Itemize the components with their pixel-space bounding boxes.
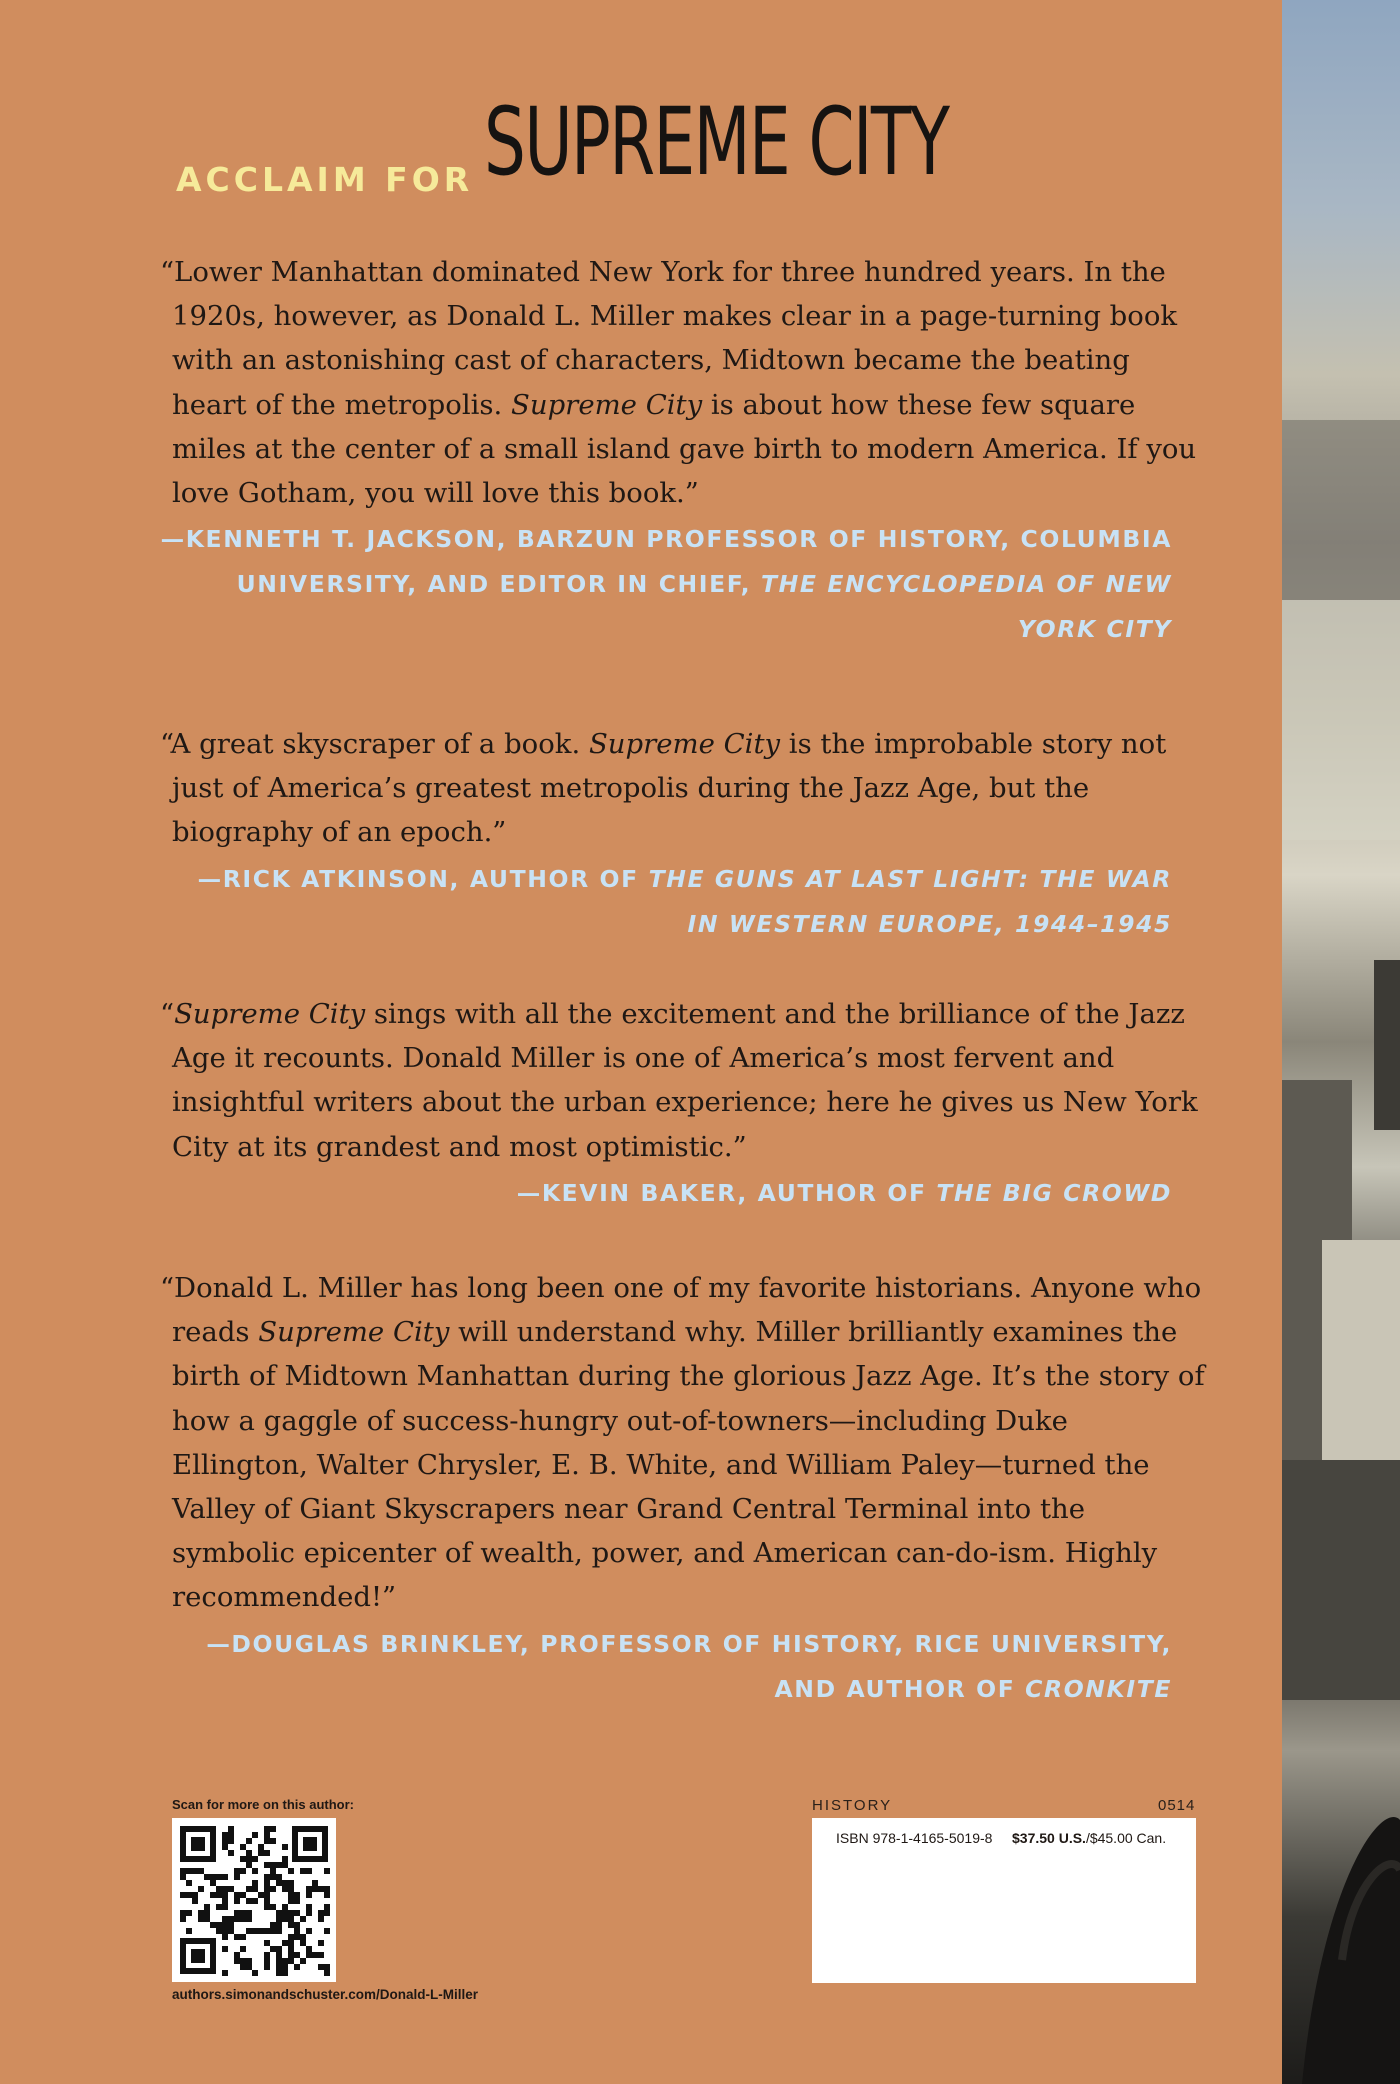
qr-module [240, 1856, 246, 1862]
qr-module [222, 1928, 228, 1934]
qr-module [318, 1916, 324, 1922]
qr-module [270, 1862, 276, 1868]
italic-title: THE ENCYCLOPEDIA OF NEW YORK CITY [761, 570, 1172, 644]
qr-module [270, 1946, 276, 1952]
qr-module [288, 1922, 294, 1928]
qr-module [270, 1886, 276, 1892]
qr-module [282, 1964, 288, 1970]
qr-module [252, 1886, 258, 1892]
author-url[interactable]: authors.simonandschuster.com/Donald-L-Miller [172, 1987, 479, 2002]
qr-module [312, 1886, 318, 1892]
qr-module [282, 1886, 288, 1892]
qr-module [240, 1946, 246, 1952]
qr-module [294, 1922, 300, 1928]
qr-module [222, 1838, 228, 1844]
qr-module [186, 1928, 192, 1934]
italic-title: Supreme City [511, 388, 703, 421]
qr-module [246, 1886, 252, 1892]
qr-module [246, 1856, 252, 1862]
qr-module [288, 1886, 294, 1892]
qr-module [324, 1970, 330, 1976]
qr-module [216, 1892, 222, 1898]
qr-module [288, 1940, 294, 1946]
qr-module [270, 1928, 276, 1934]
qr-module [264, 1904, 270, 1910]
qr-module [282, 1880, 288, 1886]
qr-module [288, 1952, 294, 1958]
qr-module [264, 1862, 270, 1868]
qr-module [228, 1832, 234, 1838]
qr-module [288, 1898, 294, 1904]
qr-module [282, 1856, 288, 1862]
price-can: /$45.00 Can. [1085, 1830, 1167, 1846]
qr-module [252, 1898, 258, 1904]
review-4 [160, 1266, 1210, 1712]
qr-module [294, 1964, 300, 1970]
review-3 [160, 992, 1210, 1216]
review-1 [160, 250, 1210, 652]
qr-module [300, 1940, 306, 1946]
qr-module [216, 1874, 222, 1880]
qr-module [234, 1934, 240, 1940]
review-quote [160, 992, 1210, 1169]
qr-module [276, 1910, 282, 1916]
qr-module [324, 1868, 330, 1874]
qr-module [192, 1892, 198, 1898]
qr-module [258, 1928, 264, 1934]
qr-module [222, 1874, 228, 1880]
qr-module [228, 1850, 234, 1856]
qr-module [186, 1868, 192, 1874]
qr-module [288, 1880, 294, 1886]
qr-module [264, 1826, 270, 1832]
qr-module [252, 1868, 258, 1874]
qr-module [240, 1958, 246, 1964]
price-us: $37.50 U.S. [1012, 1830, 1086, 1846]
qr-module [192, 1868, 198, 1874]
qr-module [324, 1928, 330, 1934]
qr-module [240, 1964, 246, 1970]
qr-module [276, 1946, 282, 1952]
qr-module [324, 1886, 330, 1892]
qr-module [246, 1958, 252, 1964]
qr-module [276, 1928, 282, 1934]
italic-title: THE GUNS AT LAST LIGHT: THE WAR IN WESTERN EUROPE, 1944–1945 [648, 864, 1172, 938]
qr-module [270, 1826, 276, 1832]
qr-module [318, 1952, 324, 1958]
text-segment: “Donald L. Miller has long been one of my favorite historians. Anyone who reads [160, 1272, 1202, 1349]
qr-module [258, 1850, 264, 1856]
qr-module [234, 1868, 240, 1874]
qr-module [180, 1892, 186, 1898]
qr-module [270, 1904, 276, 1910]
qr-module [306, 1946, 312, 1952]
qr-module [216, 1928, 222, 1934]
acclaim-label: ACCLAIM FOR [176, 160, 474, 199]
qr-module [246, 1838, 252, 1844]
qr-module [228, 1838, 234, 1844]
qr-module [246, 1928, 252, 1934]
review-attribution [160, 857, 1210, 947]
qr-module [204, 1910, 210, 1916]
qr-module [264, 1874, 270, 1880]
qr-module [240, 1916, 246, 1922]
qr-module [264, 1832, 270, 1838]
qr-module [234, 1874, 240, 1880]
qr-module [288, 1892, 294, 1898]
qr-module [222, 1844, 228, 1850]
qr-module [306, 1886, 312, 1892]
qr-module [180, 1910, 186, 1916]
text-segment: —KEVIN BAKER, AUTHOR OF [516, 1178, 937, 1207]
qr-module [252, 1880, 258, 1886]
qr-module [264, 1880, 270, 1886]
qr-module [312, 1880, 318, 1886]
qr-module [318, 1940, 324, 1946]
qr-module [306, 1904, 312, 1910]
qr-module [246, 1862, 252, 1868]
italic-title: Supreme City [258, 1316, 450, 1349]
text-segment: —RICK ATKINSON, AUTHOR OF [197, 864, 649, 893]
qr-module [276, 1958, 282, 1964]
qr-module [288, 1946, 294, 1952]
qr-module [228, 1916, 234, 1922]
qr-module [282, 1844, 288, 1850]
qr-module [240, 1844, 246, 1850]
qr-module [180, 1916, 186, 1922]
qr-module [276, 1862, 282, 1868]
qr-module [228, 1886, 234, 1892]
qr-module [324, 1904, 330, 1910]
qr-module [264, 1952, 270, 1958]
qr-module [318, 1964, 324, 1970]
qr-module [246, 1898, 252, 1904]
qr-module [276, 1874, 282, 1880]
qr-module [252, 1856, 258, 1862]
qr-module [234, 1952, 240, 1958]
qr-module [276, 1916, 282, 1922]
text-segment: “A great skyscraper of a book. [160, 728, 589, 760]
qr-module [234, 1958, 240, 1964]
qr-module [270, 1838, 276, 1844]
qr-module [222, 1832, 228, 1838]
text-segment: is the improbable story not just of America’s greatest metropolis during the Jazz Age, but the biography of an epoch.” [172, 728, 1167, 849]
qr-module [216, 1904, 222, 1910]
qr-module [186, 1910, 192, 1916]
qr-module [306, 1910, 312, 1916]
qr-module [306, 1952, 312, 1958]
qr-module [222, 1970, 228, 1976]
qr-module [222, 1922, 228, 1928]
qr-module [246, 1910, 252, 1916]
text-segment: —KENNETH T. JACKSON, BARZUN PROFESSOR OF HISTORY, COLUMBIA UNIVERSITY, AND EDITOR IN CHIEF, [160, 525, 1172, 599]
qr-module [252, 1928, 258, 1934]
text-segment: —DOUGLAS BRINKLEY, PROFESSOR OF HISTORY, RICE UNIVERSITY, AND AUTHOR OF [206, 1629, 1172, 1703]
qr-module [294, 1910, 300, 1916]
text-segment: “ [160, 998, 175, 1030]
qr-module [276, 1952, 282, 1958]
qr-module [324, 1964, 330, 1970]
qr-module [300, 1958, 306, 1964]
review-quote [160, 722, 1210, 855]
qr-module [222, 1886, 228, 1892]
qr-module [222, 1904, 228, 1910]
qr-module [228, 1928, 234, 1934]
qr-module [204, 1916, 210, 1922]
text-segment: sings with all the excitement and the brilliance of the Jazz Age it recounts. Donald Miller is one of America’s most fervent and insightful writers about the urban experience; here he gives us New York City at its grandest and most optimistic.” [172, 998, 1198, 1163]
qr-module [294, 1928, 300, 1934]
qr-module [306, 1868, 312, 1874]
category-label: HISTORY [812, 1797, 893, 1814]
qr-module [210, 1874, 216, 1880]
qr-module [186, 1892, 192, 1898]
qr-module [282, 1970, 288, 1976]
qr-module [294, 1952, 300, 1958]
qr-module [264, 1892, 270, 1898]
skyline-photo [1282, 0, 1400, 2084]
qr-module [216, 1886, 222, 1892]
qr-module [234, 1892, 240, 1898]
qr-module [282, 1916, 288, 1922]
qr-module [288, 1934, 294, 1940]
qr-module [288, 1868, 294, 1874]
qr-module [228, 1826, 234, 1832]
qr-module [324, 1892, 330, 1898]
qr-module [270, 1874, 276, 1880]
qr-module [186, 1880, 192, 1886]
qr-module [192, 1898, 198, 1904]
qr-label: Scan for more on this author: [172, 1797, 355, 1812]
review-attribution [160, 1622, 1210, 1712]
qr-module [210, 1892, 216, 1898]
price [1012, 1830, 1166, 1846]
qr-module [204, 1874, 210, 1880]
qr-module [246, 1916, 252, 1922]
skyline-graphic [1282, 0, 1400, 2084]
qr-module [276, 1970, 282, 1976]
qr-module [282, 1958, 288, 1964]
qr-module [222, 1946, 228, 1952]
qr-module [234, 1916, 240, 1922]
qr-module [288, 1910, 294, 1916]
qr-module [222, 1916, 228, 1922]
qr-module [264, 1850, 270, 1856]
qr-module [222, 1934, 228, 1940]
qr-module [294, 1934, 300, 1940]
qr-module [180, 1868, 186, 1874]
italic-title: Supreme City [174, 998, 366, 1030]
qr-module [240, 1868, 246, 1874]
qr-module [306, 1928, 312, 1934]
qr-module [264, 1964, 270, 1970]
text-segment: is about how these few square miles at the center of a small island gave birth to modern America. If you love Gotham, you will love this book.” [172, 388, 1197, 510]
qr-module [312, 1952, 318, 1958]
qr-module [240, 1934, 246, 1940]
qr-module [276, 1922, 282, 1928]
qr-module [270, 1922, 276, 1928]
qr-module [210, 1922, 216, 1928]
qr-module [318, 1910, 324, 1916]
review-quote [160, 1266, 1210, 1620]
qr-module [234, 1910, 240, 1916]
text-segment: “Lower Manhattan dominated New York for three hundred years. In the 1920s, however, as Donald L. Miller makes clear in a page-turning book with an astonishing cast of characters, Midtown became the beating heart of the metropolis. [160, 256, 1178, 421]
product-code: 0514 [1158, 1797, 1196, 1814]
qr-code-graphic [172, 1818, 336, 1982]
qr-module [258, 1844, 264, 1850]
qr-module [252, 1970, 258, 1976]
qr-module [276, 1964, 282, 1970]
qr-module [294, 1898, 300, 1904]
qr-module [252, 1832, 258, 1838]
qr-module [198, 1868, 204, 1874]
qr-module [276, 1880, 282, 1886]
review-attribution [160, 1171, 1210, 1216]
qr-module [282, 1940, 288, 1946]
qr-module [228, 1922, 234, 1928]
qr-module [258, 1892, 264, 1898]
qr-module [264, 1838, 270, 1844]
barcode-box [812, 1818, 1196, 1983]
italic-title: CRONKITE [1025, 1674, 1172, 1703]
qr-module [264, 1928, 270, 1934]
qr-module [198, 1886, 204, 1892]
qr-module [234, 1898, 240, 1904]
qr-module [300, 1868, 306, 1874]
qr-module [264, 1886, 270, 1892]
italic-title: THE BIG CROWD [936, 1178, 1172, 1207]
qr-module [282, 1910, 288, 1916]
qr-module [222, 1898, 228, 1904]
review-attribution [160, 517, 1210, 652]
qr-module [282, 1862, 288, 1868]
qr-module [300, 1934, 306, 1940]
qr-module [198, 1916, 204, 1922]
isbn: ISBN 978-1-4165-5019-8 [836, 1830, 993, 1846]
qr-module [240, 1892, 246, 1898]
qr-module [198, 1910, 204, 1916]
qr-module [282, 1904, 288, 1910]
qr-module [210, 1880, 216, 1886]
qr-module [288, 1916, 294, 1922]
qr-module [246, 1850, 252, 1856]
qr-module [300, 1916, 306, 1922]
review-2 [160, 722, 1210, 947]
qr-module [240, 1910, 246, 1916]
qr-module [264, 1958, 270, 1964]
qr-module [318, 1886, 324, 1892]
qr-module [246, 1964, 252, 1970]
review-quote [160, 250, 1210, 515]
italic-title: Supreme City [588, 728, 781, 760]
qr-module [216, 1922, 222, 1928]
qr-module [294, 1892, 300, 1898]
qr-module [264, 1898, 270, 1904]
qr-module [306, 1892, 312, 1898]
qr-code-icon[interactable] [172, 1818, 336, 1982]
qr-module [270, 1868, 276, 1874]
text-segment: will understand why. Miller brilliantly examines the birth of Midtown Manhattan during the glorious Jazz Age. It’s the story of how a gaggle of success-hungry out-of-towners—including Duke Ellington, Walter Chrysler, E. B. White, and William Paley—turned the Valley of Giant Skyscrapers near Grand Central Terminal into the symbolic epicenter of wealth, power, and American can-do-ism. Highly recommended!” [172, 1316, 1205, 1614]
qr-module [222, 1892, 228, 1898]
book-title: SUPREME CITY [484, 88, 949, 197]
qr-module [324, 1910, 330, 1916]
qr-module [180, 1874, 186, 1880]
qr-module [264, 1940, 270, 1946]
qr-module [288, 1958, 294, 1964]
qr-module [204, 1904, 210, 1910]
